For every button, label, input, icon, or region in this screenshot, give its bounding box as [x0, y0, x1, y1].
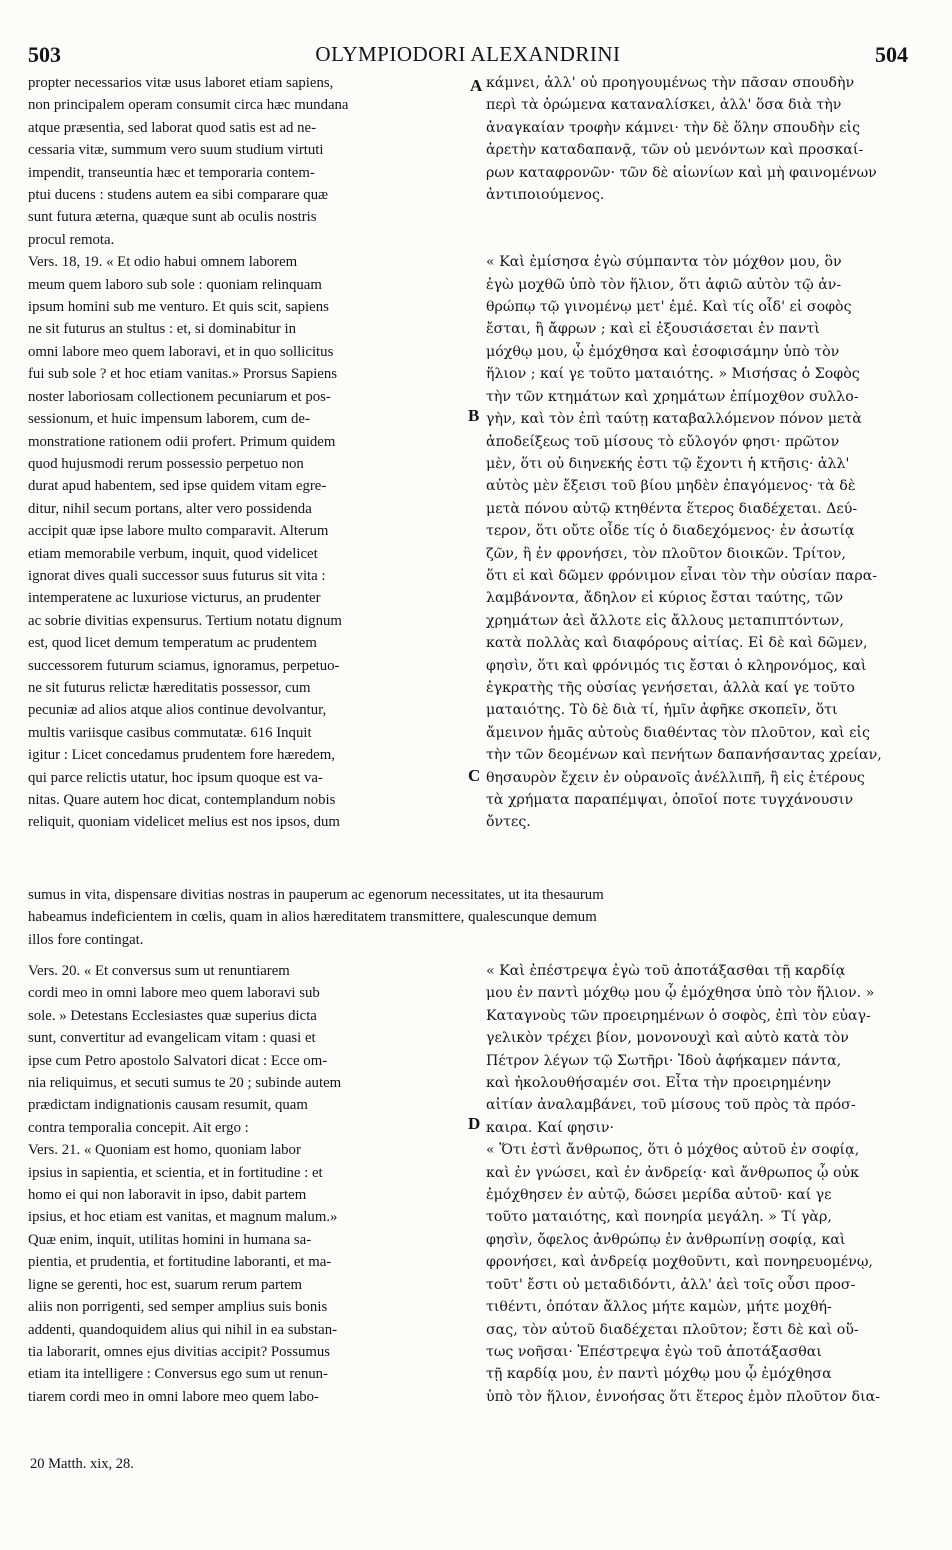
footnote: 20 Matth. xix, 28. [30, 1456, 134, 1472]
text-line: atque præsentia, sed laborat quod satis est ad ne- [28, 119, 317, 136]
text-line: pecuniæ ad alios atque alios continue devolvantur, [28, 702, 327, 719]
text-line: τως νοῆσαι· Ἐπέστρεψα ἐγὼ τοῦ ἀποτάξασθαι [486, 1343, 822, 1360]
latin-column-upper [28, 72, 462, 834]
text-line [486, 229, 916, 251]
section-marker-d: D [468, 1114, 481, 1133]
text-line: sunt, convertitur ad evangelicam vitam : quasi et [28, 1030, 316, 1047]
text-line: successorem futurum sciamus, ignoramus, perpetuo- [28, 657, 340, 674]
text-line: ἀρετὴν καταδαπανᾷ, τῶν οὐ μενόντων καὶ προσκαί- [486, 142, 864, 159]
text-line: καιρα. Καί φησιν· [486, 1119, 615, 1136]
text-line: χρημάτων ἀεὶ ἄλλοτε εἰς ἄλλους μεταπιπτόντων, [486, 612, 844, 629]
text-line: φησὶν, ὅτι καὶ φρόνιμός τις ἔσται ὁ κληρονόμος, καὶ [486, 657, 867, 674]
text-line: nitas. Quare autem hoc dicat, contemplandum nobis [28, 792, 336, 808]
text-line: ipsum homini sub me venturo. Et quis scit, sapiens [28, 299, 329, 316]
text-line: τὴν τῶν δεομένων καὶ πενήτων δαπανήσαντας χρείαν, [486, 747, 882, 764]
text-line: igitur : Licet concedamus prudentem fore hæredem, [28, 747, 335, 764]
text-line: τοῦτ' ἔστι οὐ μεταδιδόντι, ἀλλ' ἀεὶ τοῖς οὖσι προσ- [486, 1276, 856, 1293]
running-title: OLYMPIODORI ALEXANDRINI [315, 42, 621, 66]
text-line: tia laborarit, omnes ejus divitias accipit? Possumus [28, 1343, 331, 1360]
text-line: μετὰ πόνου αὐτῷ κτηθέντα ἕτερος διαδέχεται. Δεύ- [486, 500, 858, 517]
text-line: Quæ enim, inquit, utilitas homini in humana sa- [28, 1231, 312, 1248]
text-line: ἄμεινον ἡμᾶς αὐτοὺς διαθέντας τὸν πλοῦτον, καὶ εἰς [486, 724, 870, 741]
text-line: ipsius in sapientia, et scientia, et in fortitudine : et [28, 1164, 323, 1181]
text-line: accipit quæ ipse labore multo comparavit. Alterum [28, 523, 329, 540]
text-line: addenti, quandoquidem alius qui nihil in ea substan- [28, 1321, 338, 1338]
text-line: propter necessarios vitæ usus laboret etiam sapiens, [28, 75, 334, 91]
greek-column-lower [486, 960, 916, 1408]
text-line [486, 206, 916, 228]
text-line: Vers. 18, 19. « Et odio habui omnem laborem [28, 254, 298, 271]
text-line: ἥλιον ; καί γε τοῦτο ματαιότης. » Μισήσας ὁ Σοφὸς [486, 366, 860, 383]
text-line: contra temporalia concepit. Ait ergo : [28, 1119, 249, 1136]
text-line: τιθέντι, ὁπόταν ἄλλος μήτε καμὼν, μήτε μοχθή- [486, 1299, 832, 1316]
text-line: ac sobrie divitias expensurus. Tertium notatu dignum [28, 612, 342, 629]
text-line: « Καὶ ἐπέστρεψα ἐγὼ τοῦ ἀποτάξασθαι τῇ καρδίᾳ [486, 963, 846, 979]
text-line: noster laboriosam collectionem pecuniarum et pos- [28, 388, 331, 405]
text-line: αὐτὸς μὲν ἔξεισι τοῦ βίου μηδὲν ἐπαγόμενος· τὰ δὲ [486, 478, 856, 495]
text-line: homo ei qui non laboravit in ipso, dabit partem [28, 1187, 307, 1204]
text-line: Vers. 20. « Et conversus sum ut renuntiarem [28, 963, 290, 979]
page-number-left: 503 [28, 42, 61, 67]
section-marker-a: A [470, 76, 483, 95]
page-number-right: 504 [875, 42, 908, 67]
text-line: ἀποδείξεως τοῦ μίσους τὸ εὔλογόν φησι· πρῶτον [486, 433, 840, 450]
text-line: τοῦτο ματαιότης, καὶ πονηρία μεγάλη. » Τί γὰρ, [486, 1209, 832, 1226]
text-line: etiam memorabile verbum, inquit, quod videlicet [28, 545, 318, 562]
text-line: ἔσται, ἢ ἄφρων ; καὶ εἰ ἐξουσιάσεται ἐν παντὶ [486, 321, 820, 338]
text-line: intemperatene ac luxuriose victurus, an prudenter [28, 590, 321, 607]
text-line: habeamus indeficientem in cœlis, quam in alios hæreditatem transmittere, qualescunque demum [28, 909, 597, 926]
section-marker-c: C [468, 766, 481, 785]
text-line: sole. » Detestans Ecclesiastes quæ superius dicta [28, 1007, 317, 1024]
text-line: « Καὶ ἐμίσησα ἐγὼ σύμπαντα τὸν μόχθον μου, ὃν [486, 254, 842, 271]
text-line: περὶ τὰ ὁρώμενα καταναλίσκει, ἀλλ' ὅσα διὰ τὴν [486, 97, 842, 114]
text-line: nia reliquimus, et secuti sumus te 20 ; subinde autem [28, 1075, 342, 1092]
section-marker-b: B [468, 406, 480, 425]
text-line: cessaria vitæ, summum vero suum studium virtuti [28, 142, 324, 159]
text-line: reliquit, quoniam videlicet melius est nos ipsos, dum [28, 814, 340, 831]
text-line: ligne se gerenti, hoc est, suarum rerum partem [28, 1276, 303, 1293]
text-line: multis variisque casibus commutatæ. 616 Inquit [28, 724, 312, 741]
text-line: impendit, transeuntia hæc et temporaria contem- [28, 164, 315, 181]
text-line: ἐγὼ μοχθῶ ὑπὸ τὸν ἥλιον, ὅτι ἀφιῶ αὐτὸν τῷ ἀν- [486, 276, 842, 293]
text-line: ἀντιποιούμενος. [486, 187, 605, 204]
text-line: prædictam indignationis causam resumit, quam [28, 1097, 308, 1114]
text-line: « Ὅτι ἐστὶ ἄνθρωπος, ὅτι ὁ μόχθος αὐτοῦ ἐν σοφίᾳ, [486, 1142, 860, 1159]
text-line: ne sit futurus relictæ hæreditatis possessor, cum [28, 679, 311, 696]
text-line: Καταγνοὺς τῶν προειρημένων ὁ σοφὸς, ἐπὶ τὸν εὐαγ- [486, 1007, 871, 1024]
full-width-text [28, 884, 918, 951]
text-line: τῇ καρδίᾳ μου, ἐν παντὶ μόχθῳ μου ᾧ ἐμόχθησα [486, 1366, 832, 1383]
text-line: qui parce relictis utatur, hoc ipsum quoque est va- [28, 769, 323, 786]
text-line: καὶ ἠκολουθήσαμέν σοι. Εἶτα τὴν προειρημένην [486, 1075, 832, 1092]
text-line: pientia, et prudentia, et fortitudine laboranti, et ma- [28, 1254, 332, 1271]
text-line: σας, τὸν αὐτοῦ διαδέχεται πλοῦτον; ἔστι δὲ καὶ οὕ- [486, 1321, 859, 1338]
text-line: θρώπῳ τῷ γινομένῳ μετ' ἐμέ. Καὶ τίς οἶδ' εἰ σοφὸς [486, 299, 852, 316]
text-line: Vers. 21. « Quoniam est homo, quoniam labor [28, 1142, 301, 1159]
text-line: μόχθῳ μου, ᾧ ἐμόχθησα καὶ ἐσοφισάμην ὑπὸ τὸν [486, 343, 840, 360]
text-line: μου ἐν παντὶ μόχθῳ μου ᾧ ἐμόχθησα ὑπὸ τὸν ἥλιον. » [486, 985, 875, 1002]
text-line: ἐμόχθησεν ἐν αὐτῷ, δώσει μερίδα αὐτοῦ· καί γε [486, 1187, 832, 1204]
text-line: ptui ducens : studens autem ea sibi comparare quæ [28, 187, 328, 204]
text-line: ditur, nihil secum portans, alter vero possidenda [28, 500, 312, 517]
text-line: γὴν, καὶ τὸν ἐπὶ ταύτῃ καταβαλλόμενον πόνον μετὰ [486, 411, 862, 428]
text-line: sessionum, et huic impensum laborem, cum de- [28, 411, 310, 428]
text-line: ὄντες. [486, 814, 531, 831]
text-line: τερον, ὅτι οὔτε οἶδε τίς ὁ διαδεχόμενος· ἐν ἀσωτίᾳ [486, 523, 855, 540]
text-line: φησὶν, ὄφελος ἀνθρώπῳ ἐν ἀνθρωπίνῃ σοφίᾳ, καὶ [486, 1231, 846, 1248]
text-line: durat apud habentem, sed ipse quidem vitam egre- [28, 478, 327, 495]
text-line: cordi meo in omni labore meo quem laboravi sub [28, 985, 320, 1002]
text-line: ζῶν, ἢ ἐν φρονήσει, τὸν πλοῦτον διοικῶν. Τρίτον, [486, 545, 846, 562]
text-line: κάμνει, ἀλλ' οὐ προηγουμένως τὴν πᾶσαν σπουδὴν [486, 75, 855, 91]
text-line: μὲν, ὅτι οὐ διηνεκής ἐστι τῷ ἔχοντι ἡ κτῆσις· ἀλλ' [486, 455, 850, 472]
text-line: omni labore meo quem laboravi, et in quo sollicitus [28, 343, 334, 360]
text-line: ἀναγκαίαν τροφὴν κάμνει· τὴν δὲ ὅλην σπουδὴν εἰς [486, 119, 861, 136]
text-line: aliis non porrigenti, sed semper amplius suis bonis [28, 1299, 328, 1316]
text-line: θησαυρὸν ἔχειν ἐν οὐρανοῖς ἀνέλλιπῆ, ἢ εἰς ἑτέρους [486, 769, 865, 786]
text-line: ματαιότης. Τὸ δὲ διὰ τί, ἡμῖν ἀφῆκε σκοπεῖν, ὅτι [486, 702, 838, 719]
text-line: τὰ χρήματα παραπέμψαι, ὁποῖοί ποτε τυγχάνουσιν [486, 792, 854, 808]
text-line: ipsius, et hoc etiam est vanitas, et magnum malum.» [28, 1209, 338, 1226]
text-line: quod hujusmodi rerum possessio perpetuo non [28, 455, 304, 472]
text-line: monstratione rationem odii profert. Primum quidem [28, 433, 336, 450]
text-line: ignorat dives quali successor suus futurus sit vita : [28, 567, 326, 584]
text-line: non principalem operam consumit circa hæc mundana [28, 97, 349, 114]
text-line: procul remota. [28, 231, 115, 248]
greek-column-upper [486, 72, 916, 834]
text-line: ipse cum Petro apostolo Salvatori dicat : Ecce om- [28, 1052, 328, 1069]
text-line: fui sub sole ? et hoc etiam vanitas.» Prorsus Sapiens [28, 366, 338, 383]
text-line: ne sit futurus an stultus : et, si dominabitur in [28, 321, 296, 338]
latin-column-lower [28, 960, 462, 1408]
text-line: καὶ ἐν γνώσει, καὶ ἐν ἀνδρείᾳ· καὶ ἄνθρωπος ᾧ οὐκ [486, 1164, 860, 1181]
page-header [28, 34, 908, 68]
text-line: Πέτρον λέγων τῷ Σωτῆρι· Ἰδοὺ ἀφήκαμεν πάντα, [486, 1052, 842, 1069]
text-line: etiam ita intelligere : Conversus ego sum ut renun- [28, 1366, 328, 1383]
text-line: τὴν τῶν κτημάτων καὶ χρημάτων ἐπίμοχθον συλλο- [486, 388, 859, 405]
text-line: ἐγκρατὴς τῆς οὐσίας γενήσεται, ἀλλὰ καί γε τοῦτο [486, 679, 855, 696]
text-line: sumus in vita, dispensare divitias nostras in pauperum ac egenorum necessitates, ut ita thesaurum [28, 887, 604, 903]
text-line: ὅτι εἰ καὶ δῶμεν φρόνιμον εἶναι τὸν τὴν οὐσίαν παρα- [486, 567, 878, 584]
text-line: meum quem laboro sub sole : quoniam relinquam [28, 276, 322, 293]
text-line: illos fore contingat. [28, 931, 144, 948]
text-line: est, quod licet demum temperatum ac prudentem [28, 635, 317, 652]
text-line: ρων καταφρονῶν· τῶν δὲ αἰωνίων καὶ μὴ φαινομένων [486, 164, 877, 181]
text-line: κατὰ πολλὰς καὶ διαφόρους αἰτίας. Εἰ δὲ καὶ δῶμεν, [486, 635, 868, 652]
text-line: γελικὸν τρέχει βίον, μονονουχὶ καὶ αὐτὸ κατὰ τὸν [486, 1030, 849, 1047]
text-line: tiarem cordi meo in omni labore meo quem labo- [28, 1388, 319, 1405]
text-line: φρονήσει, καὶ ἀνδρείᾳ μοχθοῦντι, καὶ πονηρευομένῳ, [486, 1254, 873, 1271]
text-line: sunt futura æterna, quæque sunt ab oculis nostris [28, 209, 317, 226]
text-line: αἰτίαν ἀναλαμβάνει, τοῦ μίσους τοῦ πρὸς τὰ πρόσ- [486, 1097, 856, 1114]
text-line: ὑπὸ τὸν ἥλιον, ἐννοήσας ὅτι ἕτερος ἐμὸν πλοῦτον δια- [486, 1388, 881, 1405]
text-line: λαμβάνοντα, ἄδηλον εἰ κύριος ἔσται ταύτης, τῶν [486, 590, 844, 607]
